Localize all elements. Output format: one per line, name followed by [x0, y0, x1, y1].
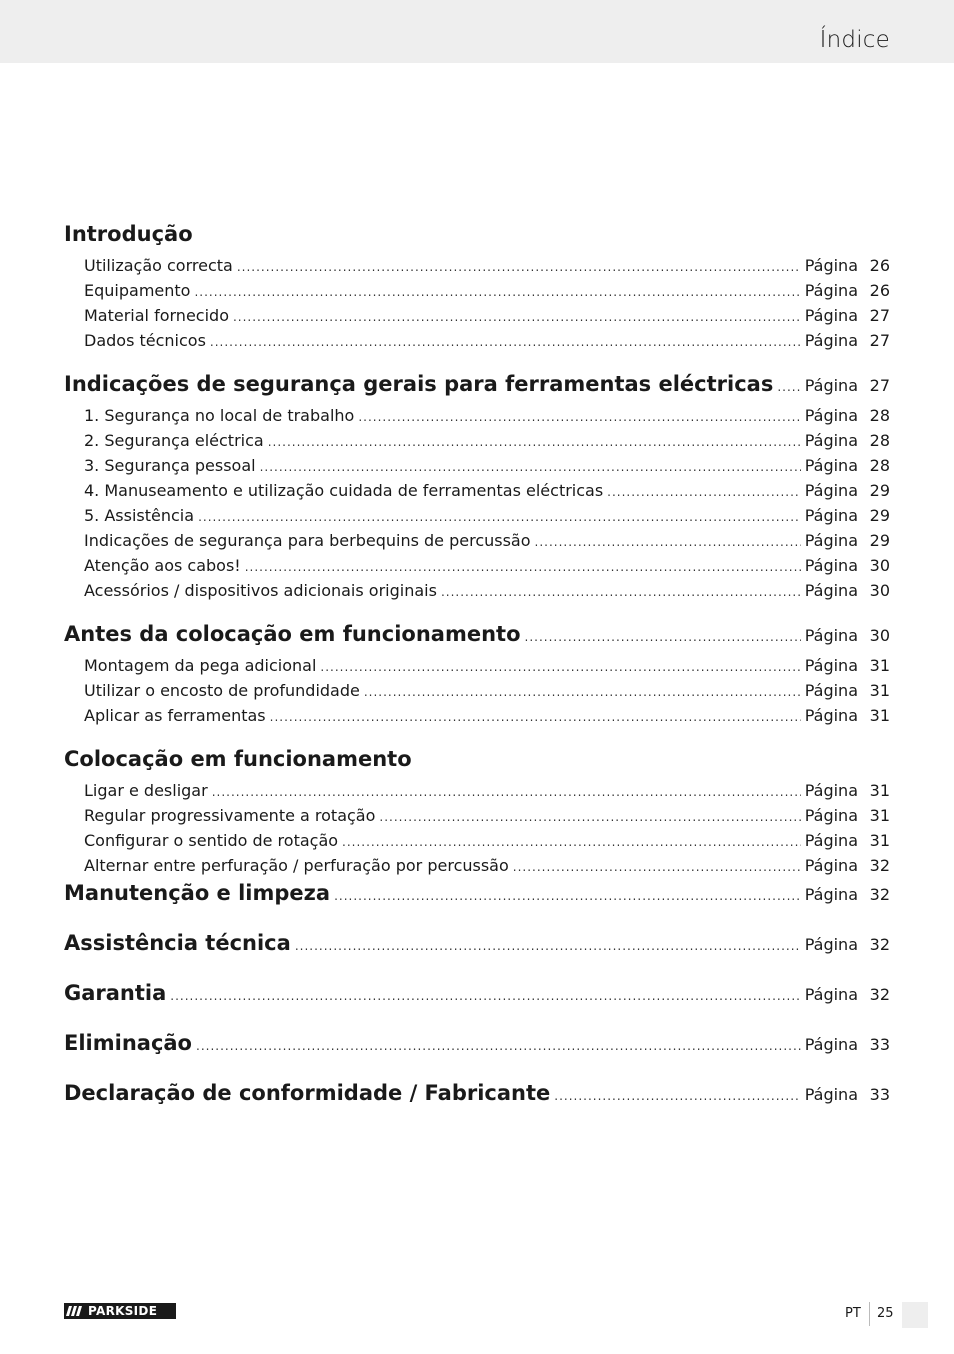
dot-leader — [268, 435, 801, 449]
toc-page-number: 28 — [869, 406, 890, 425]
toc-entry[interactable] — [64, 256, 890, 281]
dot-leader — [245, 560, 801, 574]
toc-label: Declaração de conformidade / Fabricante — [64, 1081, 551, 1105]
dot-leader — [295, 939, 801, 953]
dot-leader — [554, 1089, 800, 1103]
toc-label: Equipamento — [84, 281, 191, 300]
dot-leader — [513, 860, 801, 874]
toc-heading[interactable] — [64, 881, 890, 931]
toc-entry[interactable] — [64, 456, 890, 481]
toc-label: 5. Assistência — [84, 506, 195, 525]
toc-page-number: 27 — [869, 376, 890, 395]
toc-page-word: Página — [804, 431, 858, 450]
dot-leader — [379, 810, 800, 824]
toc-page-word: Página — [804, 856, 858, 875]
toc-entry[interactable] — [64, 306, 890, 331]
toc-page-word: Página — [804, 985, 858, 1004]
toc-heading[interactable] — [64, 747, 890, 781]
toc-page-number: 30 — [869, 626, 890, 645]
toc-page-word: Página — [804, 706, 858, 725]
toc-label: Regular progressivamente a rotação — [84, 806, 376, 825]
toc-entry[interactable] — [64, 856, 890, 881]
toc-entry[interactable] — [64, 806, 890, 831]
toc-page-word: Página — [804, 506, 858, 525]
dot-leader — [260, 460, 801, 474]
toc-page-number: 26 — [869, 281, 890, 300]
toc-page-number: 27 — [869, 306, 890, 325]
toc-heading[interactable] — [64, 372, 890, 406]
toc-label: Configurar o sentido de rotação — [84, 831, 339, 850]
toc-page-number: 32 — [869, 856, 890, 875]
toc-heading[interactable] — [64, 222, 890, 256]
toc-page-number: 32 — [869, 985, 890, 1004]
logo-stripes-icon — [64, 1303, 86, 1319]
toc-heading[interactable] — [64, 981, 890, 1031]
toc-page-number: 29 — [869, 531, 890, 550]
toc-page-word: Página — [804, 1085, 858, 1104]
toc-label: 3. Segurança pessoal — [84, 456, 256, 475]
toc-page-word: Página — [804, 935, 858, 954]
toc-label: Antes da colocação em funcionamento — [64, 622, 521, 646]
dot-leader — [210, 335, 801, 349]
toc-label: Indicações de segurança gerais para ferramentas eléctricas — [64, 372, 774, 396]
toc-label: Manutenção e limpeza — [64, 881, 331, 905]
toc-entry[interactable] — [64, 431, 890, 456]
toc-label: Material fornecido — [84, 306, 229, 325]
toc-page-word: Página — [804, 406, 858, 425]
dot-leader — [237, 260, 801, 274]
toc-entry[interactable] — [64, 481, 890, 506]
toc-page-number: 30 — [869, 556, 890, 575]
toc-label: 4. Manuseamento e utilização cuidada de ferramentas eléctricas — [84, 481, 604, 500]
toc-page-number: 26 — [869, 256, 890, 275]
toc-page-number: 29 — [869, 481, 890, 500]
toc-page-word: Página — [804, 456, 858, 475]
toc-label: Montagem da pega adicional — [84, 656, 317, 675]
toc-entry[interactable] — [64, 531, 890, 556]
toc-page-number: 31 — [869, 681, 890, 700]
toc-page-word: Página — [804, 306, 858, 325]
toc-entry[interactable] — [64, 506, 890, 531]
toc-page-word: Página — [804, 481, 858, 500]
toc-page-word: Página — [804, 331, 858, 350]
toc-page-word: Página — [804, 806, 858, 825]
toc-page-number: 28 — [869, 456, 890, 475]
parkside-logo — [64, 1303, 176, 1319]
footer-tab-box — [902, 1302, 928, 1328]
dot-leader — [233, 310, 801, 324]
toc-page-word: Página — [804, 556, 858, 575]
toc-entry[interactable] — [64, 681, 890, 706]
toc-page-word: Página — [804, 681, 858, 700]
toc-entry[interactable] — [64, 581, 890, 606]
brand-name: PARKSIDE — [88, 1304, 158, 1318]
toc-page-number: 31 — [869, 806, 890, 825]
toc-heading[interactable] — [64, 1081, 890, 1131]
toc-page-word: Página — [804, 626, 858, 645]
toc-entry[interactable] — [64, 281, 890, 306]
toc-label: Introdução — [64, 222, 193, 246]
toc-label: 2. Segurança eléctrica — [84, 431, 264, 450]
toc-entry[interactable] — [64, 656, 890, 681]
toc-page-number: 31 — [869, 831, 890, 850]
toc-page-word: Página — [804, 1035, 858, 1054]
toc-label: Eliminação — [64, 1031, 192, 1055]
dot-leader — [525, 630, 801, 644]
language-code: PT — [845, 1306, 861, 1321]
toc-page-number: 33 — [869, 1085, 890, 1104]
toc-label: Dados técnicos — [84, 331, 206, 350]
toc-entry[interactable] — [64, 781, 890, 806]
toc-entry[interactable] — [64, 831, 890, 856]
toc-entry[interactable] — [64, 556, 890, 581]
toc-heading[interactable] — [64, 931, 890, 981]
footer-divider — [869, 1302, 870, 1326]
toc-label: Acessórios / dispositivos adicionais originais — [84, 581, 437, 600]
toc-page-word: Página — [804, 581, 858, 600]
toc-label: Garantia — [64, 981, 167, 1005]
toc-page-word: Página — [804, 831, 858, 850]
dot-leader — [364, 685, 801, 699]
toc-label: Alternar entre perfuração / perfuração por percussão — [84, 856, 509, 875]
toc-page-word: Página — [804, 281, 858, 300]
toc-page-number: 31 — [869, 781, 890, 800]
toc-heading[interactable] — [64, 1031, 890, 1081]
toc-page-word: Página — [804, 531, 858, 550]
toc-page-word: Página — [804, 781, 858, 800]
dot-leader — [607, 485, 801, 499]
dot-leader — [342, 835, 801, 849]
toc-page-number: 30 — [869, 581, 890, 600]
dot-leader — [196, 1039, 801, 1053]
toc-label: Utilização correcta — [84, 256, 233, 275]
toc-label: Assistência técnica — [64, 931, 291, 955]
toc-page-number: 32 — [869, 885, 890, 904]
toc-label: Colocação em funcionamento — [64, 747, 412, 771]
toc-entry[interactable] — [64, 331, 890, 356]
dot-leader — [334, 889, 801, 903]
toc-label: 1. Segurança no local de trabalho — [84, 406, 355, 425]
toc-page-number: 32 — [869, 935, 890, 954]
dot-leader — [535, 535, 801, 549]
dot-leader — [777, 380, 800, 394]
toc-page-word: Página — [804, 885, 858, 904]
toc-label: Aplicar as ferramentas — [84, 706, 266, 725]
toc-page-word: Página — [804, 376, 858, 395]
page-title: Índice — [819, 27, 890, 53]
dot-leader — [194, 285, 800, 299]
dot-leader — [320, 660, 800, 674]
toc-page-number: 31 — [869, 706, 890, 725]
toc-page-number: 28 — [869, 431, 890, 450]
dot-leader — [358, 410, 800, 424]
toc-label: Indicações de segurança para berbequins de percussão — [84, 531, 531, 550]
dot-leader — [270, 710, 801, 724]
toc-page-number: 29 — [869, 506, 890, 525]
dot-leader — [170, 989, 800, 1003]
toc-page-word: Página — [804, 656, 858, 675]
dot-leader — [198, 510, 801, 524]
toc-page-number: 33 — [869, 1035, 890, 1054]
page-number: 25 — [877, 1306, 894, 1321]
toc-label: Utilizar o encosto de profundidade — [84, 681, 360, 700]
toc-label: Ligar e desligar — [84, 781, 208, 800]
toc-page-word: Página — [804, 256, 858, 275]
header-bar — [0, 0, 954, 63]
toc-label: Atenção aos cabos! — [84, 556, 241, 575]
dot-leader — [212, 785, 801, 799]
table-of-contents — [64, 222, 890, 1131]
toc-page-number: 31 — [869, 656, 890, 675]
toc-page-number: 27 — [869, 331, 890, 350]
dot-leader — [441, 585, 801, 599]
toc-entry[interactable] — [64, 706, 890, 731]
toc-entry[interactable] — [64, 406, 890, 431]
toc-heading[interactable] — [64, 622, 890, 656]
